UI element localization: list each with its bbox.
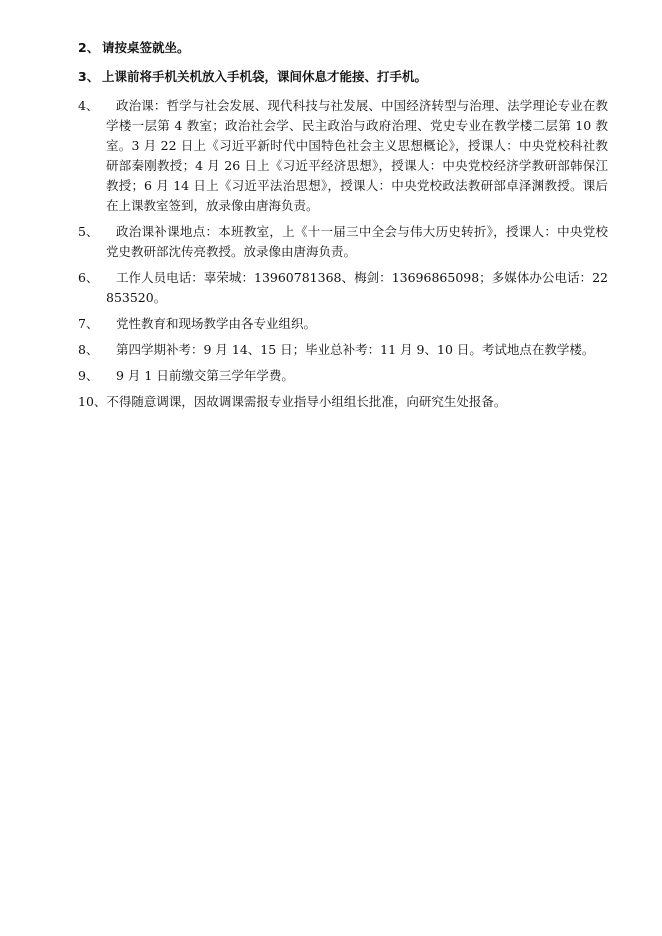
notice-list <box>78 38 608 418</box>
item-number: 2、 <box>78 40 100 55</box>
item-number: 4、 <box>78 98 99 113</box>
item-number: 6、 <box>78 270 99 285</box>
list-item <box>78 392 608 412</box>
item-number: 8、 <box>78 342 99 357</box>
item-number: 9、 <box>78 368 99 383</box>
list-item <box>78 314 608 334</box>
item-number: 10、 <box>78 394 107 409</box>
item-text: 请按桌签就坐。 <box>102 40 190 55</box>
item-text: 工作人员电话：辜荣城：13960781368、梅剑：13696865098；多媒体办公电话：22853520。 <box>106 270 608 305</box>
item-text: 政治课补课地点：本班教室，上《十一届三中全会与伟大历史转折》，授课人：中央党校党史教研部沈传亮教授。放录像由唐海负责。 <box>106 224 608 259</box>
item-text: 上课前将手机关机放入手机袋，课间休息才能接、打手机。 <box>102 69 428 84</box>
list-item <box>78 268 608 308</box>
item-number: 3、 <box>78 69 100 84</box>
item-text: 9 月 1 日前缴交第三学年学费。 <box>116 368 294 383</box>
item-text: 第四学期补考：9 月 14、15 日；毕业总补考：11 月 9、10 日。考试地点在教学楼。 <box>116 342 595 357</box>
item-text: 党性教育和现场教学由各专业组织。 <box>116 316 317 331</box>
list-item <box>78 67 608 87</box>
item-number: 7、 <box>78 316 99 331</box>
item-text: 政治课：哲学与社会发展、现代科技与社发展、中国经济转型与治理、法学理论专业在教学楼一层第 4 教室；政治社会学、民主政治与政府治理、党史专业在教学楼二层第 10 教室。3 月 22 日上《习近平新时代中国特色社会主义思想概论》，授课人：中央党校科社教研部秦刚教授；4 月 26 日上《习近平经济思想》，授课人：中央党校经济学教研部韩保江教授；6 月 14 日上《习近平法治思想》，授课人：中央党校政法教研部卓泽渊教授。课后在上课教室签到，放录像由唐海负责。 <box>106 98 608 213</box>
list-item <box>78 366 608 386</box>
list-item <box>78 222 608 262</box>
list-item <box>78 340 608 360</box>
item-text: 不得随意调课，因故调课需报专业指导小组组长批准，向研究生处报备。 <box>106 394 507 409</box>
list-item <box>78 96 608 216</box>
list-item <box>78 38 608 58</box>
item-number: 5、 <box>78 224 99 239</box>
